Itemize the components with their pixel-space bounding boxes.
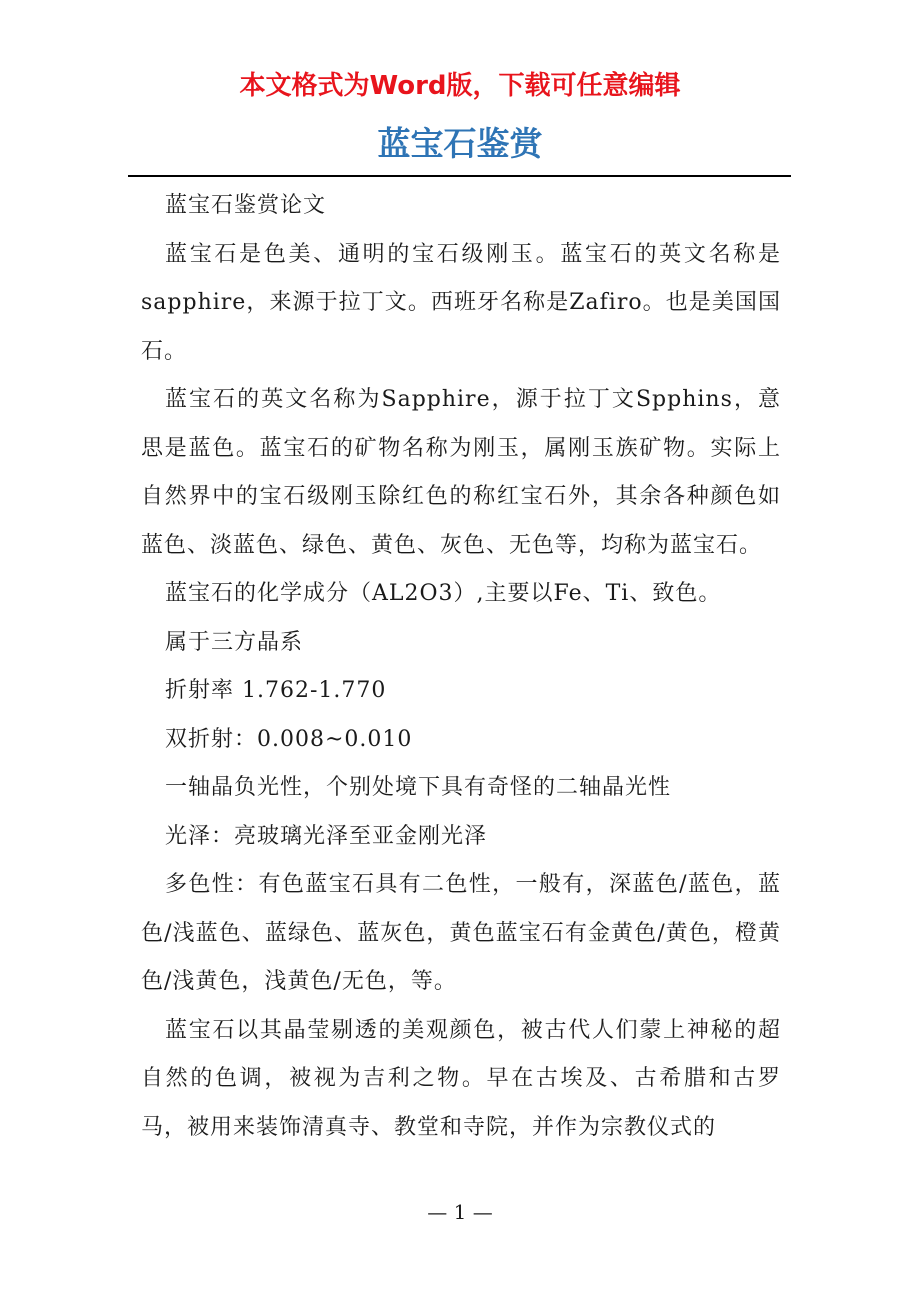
paragraph: 蓝宝石是色美、通明的宝石级刚玉。蓝宝石的英文名称是sapphire，来源于拉丁文。西班牙名称是Zafiro。也是美国国石。 xyxy=(141,241,781,364)
paragraph: 折射率 1.762-1.770 xyxy=(165,678,387,703)
paragraph-subtitle: 蓝宝石鉴赏论文 xyxy=(165,193,327,218)
paragraph: 光泽：亮玻璃光泽至亚金刚光泽 xyxy=(165,823,488,849)
paragraph: 蓝宝石的英文名称为Sapphire，源于拉丁文Spphins，意思是蓝色。蓝宝石的矿物名称为刚玉，属刚玉族矿物。实际上自然界中的宝石级刚玉除红色的称红宝石外，其余各种颜色如蓝色、淡蓝色、绿色、黄色、灰色、无色等，均称为蓝宝石。 xyxy=(141,387,781,558)
paragraph: 双折射：0.008~0.010 xyxy=(165,726,413,752)
paragraph: 蓝宝石以其晶莹剔透的美观颜色，被古代人们蒙上神秘的超自然的色调，被视为吉利之物。早在古埃及、古希腊和古罗马，被用来装饰清真寺、教堂和寺院，并作为宗教仪式的 xyxy=(141,1017,781,1140)
paragraph: 多色性：有色蓝宝石具有二色性，一般有，深蓝色/蓝色，蓝色/浅蓝色、蓝绿色、蓝灰色，黄色蓝宝石有金黄色/黄色，橙黄色/浅黄色，浅黄色/无色，等。 xyxy=(141,872,781,994)
format-notice: 本文格式为Word版，下载可任意编辑 xyxy=(239,71,681,101)
title-divider xyxy=(128,175,791,177)
page-number: — 1 — xyxy=(427,1200,493,1224)
document-body xyxy=(141,182,781,1152)
paragraph: 属于三方晶系 xyxy=(165,629,304,655)
paragraph: 一轴晶负光性，个别处境下具有奇怪的二轴晶光性 xyxy=(165,775,672,800)
document-title: 蓝宝石鉴赏 xyxy=(377,124,543,163)
paragraph: 蓝宝石的化学成分（AL2O3）,主要以Fe、Ti、致色。 xyxy=(165,581,722,606)
